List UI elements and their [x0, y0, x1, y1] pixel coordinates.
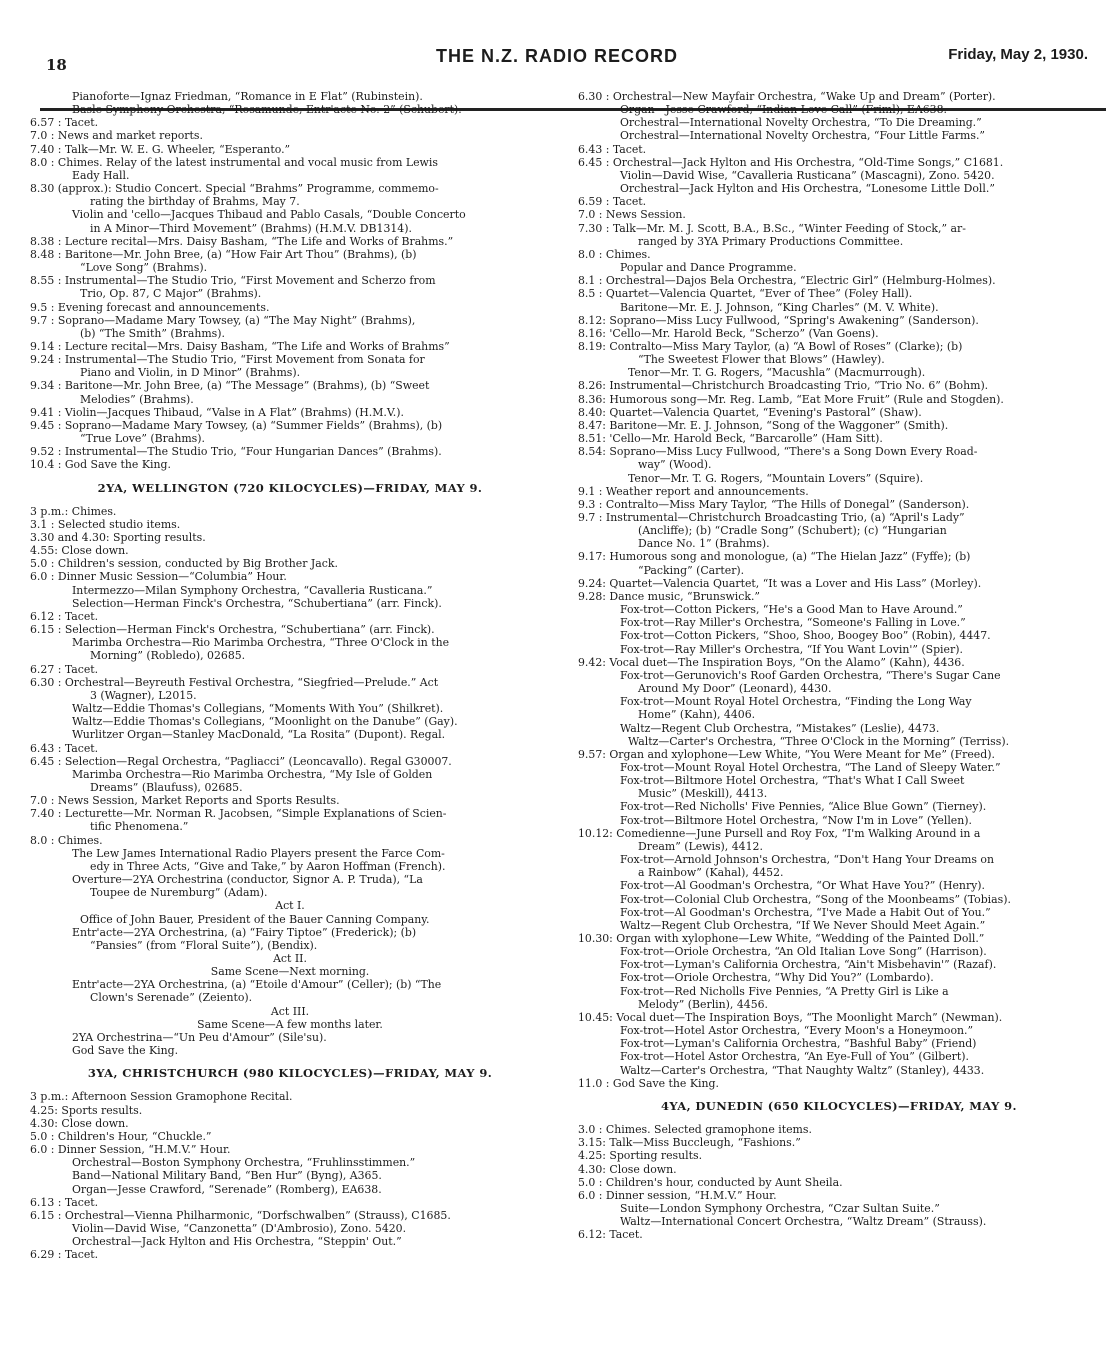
programme-line: 8.16: 'Cello—Mr. Harold Beck, “Scherzo” (Van Goens).: [578, 326, 879, 340]
programme-line: 3 (Wagner), L2015.: [90, 688, 197, 702]
programme-line: Overture—2YA Orchestrina (conductor, Signor A. P. Truda), “La: [72, 873, 423, 887]
programme-line: 8.0 : Chimes.: [578, 247, 651, 261]
issue-date: Friday, May 2, 1930.: [948, 46, 1088, 63]
programme-line: Eady Hall.: [72, 168, 130, 182]
newspaper-title: THE N.Z. RADIO RECORD: [435, 46, 678, 66]
programme-line: “Love Song” (Brahms).: [80, 261, 208, 275]
programme-line: 6.43 : Tacet.: [578, 142, 647, 156]
programme-line: Morning” (Robledo), 02685.: [90, 649, 246, 663]
programme-line: Marimba Orchestra—Rio Marimba Orchestra, “My Isle of Golden: [72, 767, 433, 781]
programme-line: 6.0 : Dinner Session, “H.M.V.” Hour.: [30, 1143, 231, 1157]
programme-line: Waltz—Eddie Thomas's Collegians, “Moments With You” (Shilkret).: [72, 702, 444, 716]
programme-line: 6.45 : Orchestral—Jack Hylton and His Orchestra, “Old-Time Songs,” C1681.: [578, 155, 1004, 169]
right-column: [578, 90, 1100, 1241]
programme-line: 6.15 : Orchestral—Vienna Philharmonic, “Dorfschwalben” (Strauss), C1685.: [30, 1208, 451, 1222]
programme-line: Intermezzo—Milan Symphony Orchestra, “Cavalleria Rusticana.”: [72, 583, 433, 597]
programme-line: 8.40: Quartet—Valencia Quartet, “Evening's Pastoral” (Shaw).: [578, 405, 922, 419]
programme-line: Melody” (Berlin), 4456.: [638, 997, 769, 1011]
programme-line: 8.5 : Quartet—Valencia Quartet, “Ever of Thee” (Foley Hall).: [578, 287, 913, 301]
programme-line: Fox-trot—Red Nicholls' Five Pennies, “Alice Blue Gown” (Tierney).: [620, 800, 987, 814]
programme-line: 8.47: Baritone—Mr. E. J. Johnson, “Song of the Waggoner” (Smith).: [578, 418, 949, 432]
programme-line: Fox-trot—Lyman's California Orchestra, “Ain't Misbehavin'” (Razaf).: [620, 958, 997, 972]
programme-line: 4.25: Sporting results.: [578, 1149, 703, 1163]
programme-line: ranged by 3YA Primary Productions Committee.: [638, 234, 904, 248]
programme-line: Organ—Jesse Crawford, “Indian Love Call” (Friml), EA638.: [620, 103, 947, 117]
programme-line: Dreams” (Blaufuss), 02685.: [90, 780, 243, 794]
programme-line: “The Sweetest Flower that Blows” (Hawley).: [638, 353, 885, 367]
programme-line: 8.30 (approx.): Studio Concert. Special “Brahms” Programme, commemo-: [30, 182, 439, 196]
programme-line: 5.0 : Children's hour, conducted by Aunt Sheila.: [578, 1175, 843, 1189]
programme-line: 4.30: Close down.: [30, 1116, 129, 1130]
programme-line: Orchestral—Jack Hylton and His Orchestra, “Lonesome Little Doll.”: [620, 182, 995, 196]
programme-line: Tenor—Mr. T. G. Rogers, “Mountain Lovers” (Squire).: [628, 471, 924, 485]
programme-line: Entr'acte—2YA Orchestrina, (a) “Fairy Tiptoe” (Frederick); (b): [72, 925, 417, 939]
programme-line: 9.24: Quartet—Valencia Quartet, “It was a Lover and His Lass” (Morley).: [578, 576, 982, 590]
programme-line: 6.12: Tacet.: [578, 1228, 643, 1242]
programme-line: Act I.: [275, 899, 305, 913]
programme-line: Violin—David Wise, “Cavalleria Rusticana” (Mascagni), Zono. 5420.: [620, 168, 995, 182]
programme-line: Around My Door” (Leonard), 4430.: [638, 682, 832, 696]
programme-line: Fox-trot—Arnold Johnson's Orchestra, “Don't Hang Your Dreams on: [620, 853, 994, 867]
programme-line: 6.30 : Orchestral—Beyreuth Festival Orchestra, “Siegfried—Prelude.” Act: [30, 675, 439, 689]
programme-line: 9.3 : Contralto—Miss Mary Taylor, “The Hills of Donegal” (Sanderson).: [578, 497, 970, 511]
programme-line: God Save the King.: [72, 1044, 179, 1058]
programme-line: 9.42: Vocal duet—The Inspiration Boys, “On the Alamo” (Kahn), 4436.: [578, 655, 965, 669]
programme-line: Fox-trot—Hotel Astor Orchestra, “Every Moon's a Honeymoon.”: [620, 1024, 974, 1038]
programme-line: (b) “The Smith” (Brahms).: [80, 326, 225, 340]
programme-line: Fox-trot—Oriole Orchestra, “Why Did You?” (Lombardo).: [620, 971, 934, 985]
programme-line: Baritone—Mr. E. J. Johnson, “King Charles” (M. V. White).: [620, 300, 939, 314]
programme-line: Trio, Op. 87, C Major” (Brahms).: [80, 287, 262, 301]
programme-line: Piano and Violin, in D Minor” (Brahms).: [80, 366, 301, 380]
programme-line: 3 p.m.: Afternoon Session Gramophone Recital.: [30, 1090, 293, 1104]
programme-line: Fox-trot—Mount Royal Hotel Orchestra, “Finding the Long Way: [620, 695, 972, 709]
programme-line: 3.1 : Selected studio items.: [30, 517, 181, 531]
programme-line: (Ancliffe); (b) “Cradle Song” (Schubert); (c) “Hungarian: [638, 524, 947, 538]
programme-line: 4.55: Close down.: [30, 544, 129, 558]
programme-line: Fox-trot—Al Goodman's Orchestra, “I've Made a Habit Out of You.”: [620, 905, 991, 919]
programme-line: 7.0 : News and market reports.: [30, 129, 203, 143]
programme-line: 8.0 : Chimes.: [30, 833, 103, 847]
programme-line: “Packing” (Carter).: [638, 563, 745, 577]
programme-line: edy in Three Acts, “Give and Take,” by Aaron Hoffman (French).: [90, 859, 446, 873]
programme-line: Fox-trot—Hotel Astor Orchestra, “An Eye-Full of You” (Gilbert).: [620, 1050, 969, 1064]
programme-line: 6.13 : Tacet.: [30, 1195, 99, 1209]
programme-line: 8.54: Soprano—Miss Lucy Fullwood, “There's a Song Down Every Road-: [578, 445, 978, 459]
programme-line: Selection—Herman Finck's Orchestra, “Schubertiana” (arr. Finck).: [72, 596, 442, 610]
programme-line: Fox-trot—Ray Miller's Orchestra, “Someone's Falling in Love.”: [620, 616, 966, 630]
programme-line: Suite—London Symphony Orchestra, “Czar Sultan Suite.”: [620, 1201, 940, 1215]
programme-line: 5.0 : Children's session, conducted by Big Brother Jack.: [30, 557, 338, 571]
programme-line: “True Love” (Brahms).: [80, 432, 205, 446]
programme-line: tific Phenomena.”: [90, 820, 189, 834]
programme-line: Violin—David Wise, “Canzonetta” (D'Ambrosio), Zono. 5420.: [72, 1221, 407, 1235]
programme-line: 8.38 : Lecture recital—Mrs. Daisy Basham, “The Life and Works of Brahms.”: [30, 234, 454, 248]
programme-line: Band—National Military Band, “Ben Hur” (Byng), A365.: [72, 1169, 382, 1183]
programme-line: Fox-trot—Gerunovich's Roof Garden Orchestra, “There's Sugar Cane: [620, 668, 1001, 682]
programme-line: Dance No. 1” (Brahms).: [638, 537, 770, 551]
programme-line: 8.51: 'Cello—Mr. Harold Beck, “Barcarolle” (Ham Sitt).: [578, 432, 883, 446]
programme-line: 10.12: Comedienne—June Pursell and Roy Fox, “I'm Walking Around in a: [578, 826, 981, 840]
programme-line: 9.57: Organ and xylophone—Lew White, “You Were Meant for Me” (Freed).: [578, 747, 995, 761]
programme-line: Same Scene—Next morning.: [210, 965, 370, 979]
station-heading: 2YA, WELLINGTON (720 KILOCYCLES)—FRIDAY, MAY 9.: [97, 480, 483, 495]
page-number: 18: [46, 56, 67, 74]
programme-line: 6.0 : Dinner Music Session—“Columbia” Hour.: [30, 570, 287, 584]
programme-line: Toupee de Nuremburg” (Adam).: [90, 886, 268, 900]
programme-line: 7.0 : News Session.: [578, 208, 686, 222]
programme-line: 6.43 : Tacet.: [30, 741, 99, 755]
programme-line: a Rainbow” (Kahal), 4452.: [638, 866, 784, 880]
programme-line: 9.5 : Evening forecast and announcements.: [30, 300, 270, 314]
programme-line: 5.0 : Children's Hour, “Chuckle.”: [30, 1129, 212, 1143]
programme-line: 11.0 : God Save the King.: [578, 1076, 719, 1090]
programme-line: Tenor—Mr. T. G. Rogers, “Macushla” (Macmurrough).: [628, 366, 926, 380]
programme-line: Same Scene—A few months later.: [197, 1017, 383, 1031]
programme-line: Home” (Kahn), 4406.: [638, 708, 756, 722]
programme-line: 8.19: Contralto—Miss Mary Taylor, (a) “A Bowl of Roses” (Clarke); (b): [578, 339, 963, 353]
programme-line: 7.30 : Talk—Mr. M. J. Scott, B.A., B.Sc., “Winter Feeding of Stock,” ar-: [578, 221, 966, 235]
programme-line: way” (Wood).: [638, 458, 712, 472]
programme-line: 8.0 : Chimes. Relay of the latest instrumental and vocal music from Lewis: [30, 155, 438, 169]
programme-line: 9.28: Dance music, “Brunswick.”: [578, 589, 760, 603]
programme-line: 6.59 : Tacet.: [578, 195, 647, 209]
programme-line: 9.34 : Baritone—Mr. John Bree, (a) “The Message” (Brahms), (b) “Sweet: [30, 379, 430, 393]
programme-line: Entr'acte—2YA Orchestrina, (a) “Etoile d'Amour” (Celler); (b) “The: [72, 978, 442, 992]
programme-line: Waltz—Carter's Orchestra, “Three O'Clock in the Morning” (Terriss).: [628, 734, 1010, 748]
programme-line: Basle Symphony Orchestra, “Rosamunde, Entr'acte No. 2” (Schubert).: [72, 103, 462, 117]
programme-line: 6.0 : Dinner session, “H.M.V.” Hour.: [578, 1188, 777, 1202]
programme-line: Fox-trot—Colonial Club Orchestra, “Song of the Moonbeams” (Tobias).: [620, 892, 1011, 906]
programme-line: Music” (Meskill), 4413.: [638, 787, 768, 801]
programme-line: 6.12 : Tacet.: [30, 609, 99, 623]
programme-line: Organ—Jesse Crawford, “Serenade” (Romberg), EA638.: [72, 1182, 382, 1196]
programme-line: 9.24 : Instrumental—The Studio Trio, “First Movement from Sonata for: [30, 353, 425, 367]
programme-line: Fox-trot—Al Goodman's Orchestra, “Or What Have You?” (Henry).: [620, 879, 986, 893]
programme-line: Act III.: [270, 1004, 310, 1018]
programme-line: “Pansies” (from “Floral Suite”), (Bendix).: [90, 938, 318, 952]
station-heading: 3YA, CHRISTCHURCH (980 KILOCYCLES)—FRIDAY, MAY 9.: [87, 1066, 493, 1081]
programme-line: in A Minor—Third Movement” (Brahms) (H.M.V. DB1314).: [90, 221, 412, 235]
programme-line: 3.30 and 4.30: Sporting results.: [30, 531, 206, 544]
programme-line: Fox-trot—Cotton Pickers, “Shoo, Shoo, Boogey Boo” (Robin), 4447.: [620, 629, 991, 643]
programme-line: 9.1 : Weather report and announcements.: [578, 484, 809, 498]
programme-line: 6.15 : Selection—Herman Finck's Orchestra, “Schubertiana” (arr. Finck).: [30, 623, 435, 637]
programme-line: Marimba Orchestra—Rio Marimba Orchestra, “Three O'Clock in the: [72, 636, 450, 650]
programme-line: 9.17: Humorous song and monologue, (a) “The Hielan Jazz” (Fyffe); (b): [578, 550, 971, 564]
programme-line: 4.30: Close down.: [578, 1162, 677, 1176]
programme-line: 4.25: Sports results.: [30, 1103, 143, 1117]
programme-line: 9.41 : Violin—Jacques Thibaud, “Valse in A Flat” (Brahms) (H.M.V.).: [30, 405, 404, 419]
programme-line: Waltz—Eddie Thomas's Collegians, “Moonlight on the Danube” (Gay).: [72, 715, 458, 729]
programme-line: 6.29 : Tacet.: [30, 1248, 99, 1262]
programme-line: Orchestral—International Novelty Orchestra, “Four Little Farms.”: [620, 129, 985, 143]
page-header: [0, 40, 1114, 80]
programme-line: Fox-trot—Lyman's California Orchestra, “Bashful Baby” (Friend): [620, 1037, 977, 1051]
programme-line: Dream” (Lewis), 4412.: [638, 839, 763, 853]
programme-line: Fox-trot—Biltmore Hotel Orchestra, “That's What I Call Sweet: [620, 774, 965, 788]
programme-line: Orchestral—International Novelty Orchestra, “To Die Dreaming.”: [620, 116, 982, 130]
programme-line: Clown's Serenade” (Zeiento).: [90, 991, 253, 1005]
programme-line: Melodies” (Brahms).: [80, 392, 194, 406]
programme-line: 9.7 : Soprano—Madame Mary Towsey, (a) “The May Night” (Brahms),: [30, 313, 416, 327]
programme-line: 7.0 : News Session, Market Reports and Sports Results.: [30, 794, 340, 808]
programme-line: 10.4 : God Save the King.: [30, 458, 171, 472]
programme-line: 3.0 : Chimes. Selected gramophone items.: [578, 1123, 812, 1137]
programme-line: 7.40 : Talk—Mr. W. E. G. Wheeler, “Esperanto.”: [30, 142, 291, 156]
programme-line: Fox-trot—Ray Miller's Orchestra, “If You Want Lovin'” (Spier).: [620, 642, 963, 656]
programme-line: Pianoforte—Ignaz Friedman, “Romance in E Flat” (Rubinstein).: [72, 90, 423, 103]
programme-line: Fox-trot—Mount Royal Hotel Orchestra, “The Land of Sleepy Water.”: [620, 760, 1001, 774]
programme-line: Waltz—Regent Club Orchestra, “Mistakes” (Leslie), 4473.: [620, 721, 940, 735]
programme-line: 10.30: Organ with xylophone—Lew White, “Wedding of the Painted Doll.”: [578, 932, 985, 945]
programme-line: 2YA Orchestrina—“Un Peu d'Amour” (Sile'su).: [72, 1030, 327, 1044]
programme-line: Fox-trot—Biltmore Hotel Orchestra, “Now I'm in Love” (Yellen).: [620, 813, 972, 827]
programme-line: Fox-trot—Oriole Orchestra, “An Old Italian Love Song” (Harrison).: [620, 945, 987, 959]
left-column: [30, 90, 550, 1261]
programme-line: 9.52 : Instrumental—The Studio Trio, “Four Hungarian Dances” (Brahms).: [30, 445, 442, 459]
programme-line: Orchestral—Boston Symphony Orchestra, “Fruhlinsstimmen.”: [72, 1156, 416, 1170]
programme-line: 8.12: Soprano—Miss Lucy Fullwood, “Spring's Awakening” (Sanderson).: [578, 313, 979, 327]
programme-line: 8.36: Humorous song—Mr. Reg. Lamb, “Eat More Fruit” (Rule and Stogden).: [578, 392, 1004, 406]
programme-line: Fox-trot—Red Nicholls Five Pennies, “A Pretty Girl is Like a: [620, 984, 949, 998]
programme-line: Waltz—Carter's Orchestra, “That Naughty Waltz” (Stanley), 4433.: [620, 1063, 985, 1077]
programme-line: Waltz—Regent Club Orchestra, “If We Never Should Meet Again.”: [620, 918, 986, 932]
programme-line: Orchestral—Jack Hylton and His Orchestra, “Steppin' Out.”: [72, 1235, 402, 1249]
programme-line: 9.14 : Lecture recital—Mrs. Daisy Basham, “The Life and Works of Brahms”: [30, 339, 450, 353]
programme-line: 3.15: Talk—Miss Buccleugh, “Fashions.”: [578, 1136, 801, 1150]
programme-line: 8.26: Instrumental—Christchurch Broadcasting Trio, “Trio No. 6” (Bohm).: [578, 379, 989, 393]
programme-line: Act II.: [273, 952, 307, 965]
programme-line: 6.27 : Tacet.: [30, 662, 99, 676]
programme-line: 8.55 : Instrumental—The Studio Trio, “First Movement and Scherzo from: [30, 274, 436, 288]
programme-line: 6.30 : Orchestral—New Mayfair Orchestra, “Wake Up and Dream” (Porter).: [578, 90, 996, 103]
programme-line: 3 p.m.: Chimes.: [30, 504, 117, 518]
programme-line: 7.40 : Lecturette—Mr. Norman R. Jacobsen, “Simple Explanations of Scien-: [30, 807, 447, 821]
programme-line: 6.57 : Tacet.: [30, 116, 99, 130]
programme-line: rating the birthday of Brahms, May 7.: [90, 195, 300, 209]
station-heading: 4YA, DUNEDIN (650 KILOCYCLES)—FRIDAY, MAY 9.: [661, 1098, 1017, 1113]
programme-line: 9.45 : Soprano—Madame Mary Towsey, (a) “Summer Fields” (Brahms), (b): [30, 418, 443, 432]
programme-line: Popular and Dance Programme.: [620, 261, 797, 275]
programme-line: Office of John Bauer, President of the Bauer Canning Company.: [80, 912, 430, 926]
programme-line: 10.45: Vocal duet—The Inspiration Boys, “The Moonlight March” (Newman).: [578, 1010, 1003, 1024]
programme-line: Wurlitzer Organ—Stanley MacDonald, “La Rosita” (Dupont). Regal.: [72, 728, 446, 742]
programme-line: 8.48 : Baritone—Mr. John Bree, (a) “How Fair Art Thou” (Brahms), (b): [30, 247, 417, 261]
programme-line: 9.7 : Instrumental—Christchurch Broadcasting Trio, (a) “April's Lady”: [578, 511, 965, 524]
programme-line: Violin and 'cello—Jacques Thibaud and Pablo Casals, “Double Concerto: [72, 208, 466, 222]
programme-line: The Lew James International Radio Players present the Farce Com-: [72, 846, 445, 860]
programme-line: Fox-trot—Cotton Pickers, “He's a Good Man to Have Around.”: [620, 603, 963, 617]
programme-line: Waltz—International Concert Orchestra, “Waltz Dream” (Strauss).: [620, 1215, 987, 1229]
programme-line: 8.1 : Orchestral—Dajos Bela Orchestra, “Electric Girl” (Helmburg-Holmes).: [578, 274, 996, 288]
programme-line: 6.45 : Selection—Regal Orchestra, “Pagliacci” (Leoncavallo). Regal G30007.: [30, 754, 452, 768]
